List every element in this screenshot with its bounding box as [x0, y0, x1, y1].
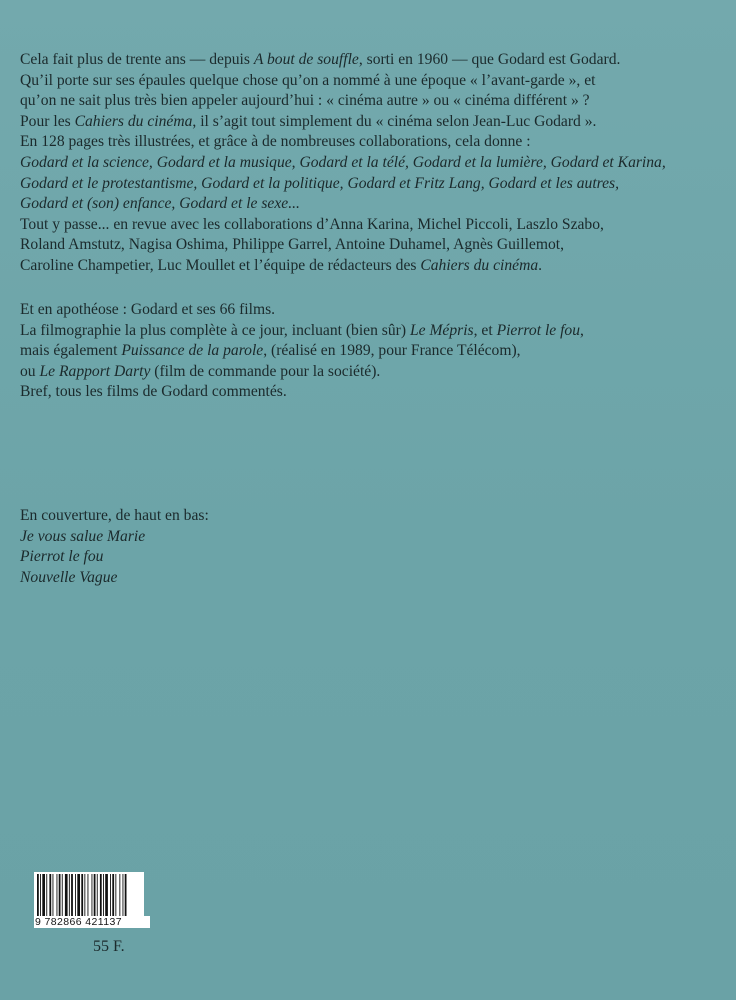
- barcode-bars: [34, 872, 144, 920]
- barcode-bar: [110, 874, 111, 916]
- filmography-line: [20, 321, 720, 342]
- text-run: qu’on ne sait plus très bien appeler aujourd’hui : « cinéma autre » ou « cinéma différent » ?: [20, 92, 590, 110]
- text-run: En 128 pages très illustrées, et grâce à de nombreuses collaborations, cela donne :: [20, 133, 531, 151]
- barcode-bar: [40, 874, 41, 916]
- intro-line: [20, 215, 720, 236]
- price: 55 F.: [93, 938, 125, 955]
- text-run: , (réalisé en 1989, pour France Télécom),: [263, 342, 521, 360]
- italic-text: Godard et la science, Godard et la musique, Godard et la télé, Godard et la lumière, Godard et Karina,: [20, 153, 666, 171]
- italic-text: Le Rapport Darty: [39, 362, 151, 380]
- barcode-bar: [77, 874, 80, 916]
- barcode-number: 9 782866 421137: [34, 916, 150, 928]
- barcode-bar: [49, 874, 51, 916]
- intro-line: [20, 91, 720, 112]
- barcode-bar: [81, 874, 83, 916]
- italic-text: Godard et (son) enfance, Godard et le sexe...: [20, 195, 300, 213]
- italic-text: Je vous salue Marie: [20, 527, 146, 545]
- text-run: , sorti en 1960 — que Godard est Godard.: [358, 51, 621, 68]
- barcode-bar: [100, 874, 102, 916]
- barcode: [34, 872, 144, 920]
- barcode-bar: [69, 874, 70, 916]
- text-run: .: [538, 256, 543, 274]
- text-run: Et en apothéose : Godard et ses 66 films.: [20, 301, 276, 318]
- intro-line: [20, 174, 720, 195]
- barcode-bar: [103, 874, 104, 916]
- text-run: La filmographie la plus complète à ce jour, incluant (bien sûr): [20, 321, 410, 339]
- cover-line: [20, 547, 720, 568]
- barcode-bar: [88, 874, 89, 916]
- italic-text: Le Mépris: [409, 321, 474, 339]
- text-run: , il s’agit tout simplement du « cinéma selon Jean-Luc Godard ».: [192, 112, 597, 130]
- intro-paragraph: [20, 50, 720, 277]
- text-run: Bref, tous les films de Godard commentés.: [20, 383, 287, 401]
- barcode-bar: [94, 874, 96, 916]
- barcode-bar: [84, 874, 85, 916]
- barcode-bar: [115, 874, 116, 916]
- intro-line: [20, 256, 720, 277]
- text-run: Cela fait plus de trente ans — depuis: [20, 51, 254, 68]
- barcode-bar: [112, 874, 114, 916]
- italic-text: Puissance de la parole: [121, 342, 264, 360]
- text-run: ,: [580, 321, 584, 339]
- text-run: ou: [20, 362, 40, 380]
- italic-text: Pierrot le fou: [496, 321, 581, 339]
- text-run: En couverture, de haut en bas:: [20, 507, 209, 524]
- cover-credits: [20, 506, 720, 588]
- italic-text: Godard et le protestantisme, Godard et la politique, Godard et Fritz Lang, Godard et les autres,: [20, 174, 620, 192]
- barcode-bar: [92, 874, 93, 916]
- text-run: , et: [473, 321, 497, 339]
- barcode-bar: [46, 874, 47, 916]
- barcode-bar: [119, 874, 120, 916]
- text-run: (film de commande pour la société).: [150, 362, 381, 380]
- intro-line: [20, 194, 720, 215]
- text-run: Pour les: [20, 112, 75, 130]
- barcode-bar: [57, 874, 58, 916]
- italic-text: Nouvelle Vague: [20, 568, 118, 586]
- text-run: mais également: [20, 342, 122, 360]
- intro-line: [20, 132, 720, 153]
- barcode-bar: [59, 874, 61, 916]
- text-run: Roland Amstutz, Nagisa Oshima, Philippe Garrel, Antoine Duhamel, Agnès Guillemot,: [20, 236, 564, 254]
- text-run: Qu’il porte sur ses épaules quelque chose qu’on a nommé à une époque « l’avant-garde », et: [20, 71, 596, 89]
- intro-line: [20, 235, 720, 256]
- cover-line: [20, 568, 720, 589]
- intro-line: [20, 71, 720, 92]
- barcode-bar: [105, 874, 108, 916]
- barcode-bar: [37, 874, 39, 916]
- italic-text: Pierrot le fou: [20, 548, 104, 566]
- filmography-line: [20, 362, 720, 383]
- filmography-line: [20, 300, 720, 321]
- filmography-line: [20, 382, 720, 403]
- cover-line: [20, 506, 720, 527]
- barcode-bar: [71, 874, 73, 916]
- cover-line: [20, 527, 720, 548]
- filmography-line: [20, 341, 720, 362]
- barcode-bar: [62, 874, 63, 916]
- intro-line: [20, 153, 720, 174]
- barcode-bar: [53, 874, 54, 916]
- italic-text: Cahiers du cinéma: [74, 112, 193, 130]
- barcode-bar: [75, 874, 76, 916]
- italic-text: A bout de souffle: [253, 51, 359, 68]
- italic-text: Cahiers du cinéma: [420, 256, 539, 274]
- intro-line: [20, 50, 720, 71]
- barcode-bar: [42, 874, 45, 916]
- barcode-bar: [97, 874, 98, 916]
- intro-line: [20, 112, 720, 133]
- barcode-bar: [125, 874, 127, 916]
- barcode-bar: [65, 874, 68, 916]
- filmography-paragraph: [20, 300, 720, 403]
- text-run: Caroline Champetier, Luc Moullet et l’équipe de rédacteurs des: [20, 256, 421, 274]
- text-run: Tout y passe... en revue avec les collaborations d’Anna Karina, Michel Piccoli, Laszlo Szabo,: [20, 215, 604, 233]
- barcode-bar: [123, 874, 124, 916]
